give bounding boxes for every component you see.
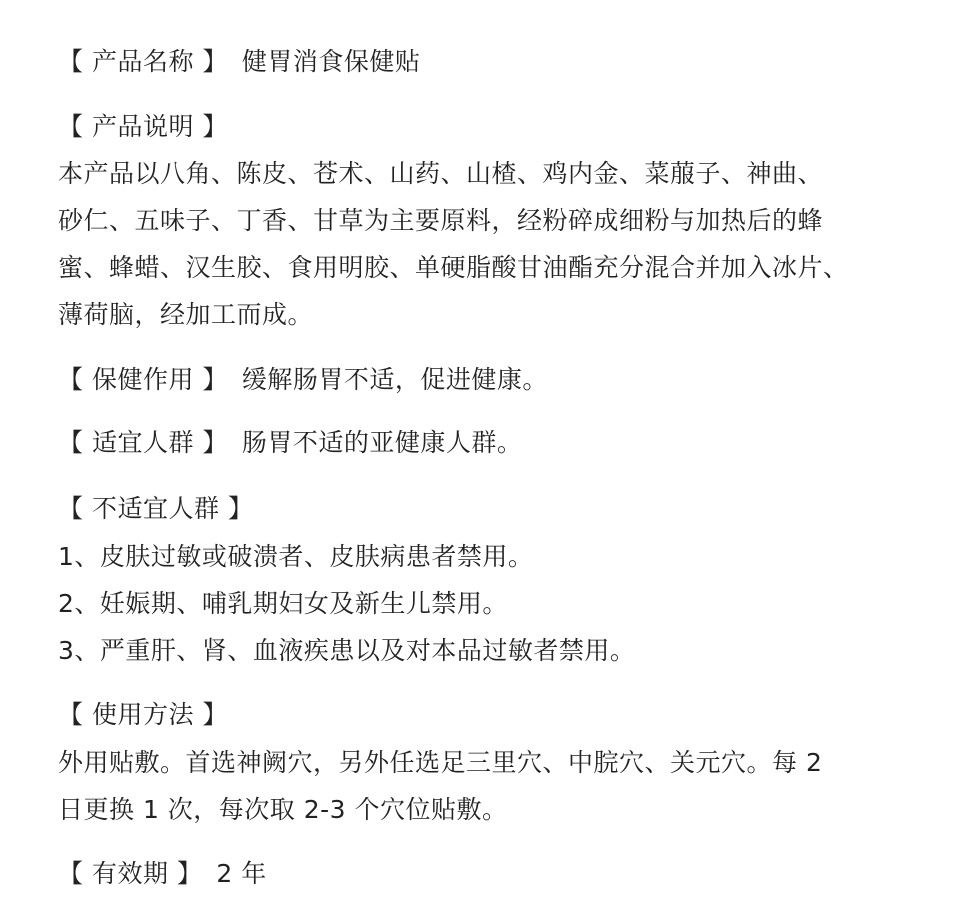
validity-label: 【 有效期 】 <box>58 859 203 888</box>
suitable-row <box>58 427 522 459</box>
description-line-1: 本产品以八角、陈皮、苍术、山药、山楂、鸡内金、菜菔子、神曲、 <box>58 159 824 188</box>
function-value: 缓解肠胃不适，促进健康。 <box>241 365 548 394</box>
product-name-row <box>58 46 420 78</box>
unsuitable-label: 【 不适宜人群 】 <box>58 494 254 523</box>
function-row <box>58 364 548 396</box>
description-line-4: 薄荷脑，经加工而成。 <box>58 300 314 329</box>
function-label: 【 保健作用 】 <box>58 365 228 394</box>
suitable-label: 【 适宜人群 】 <box>58 428 228 457</box>
product-name-label: 【 产品名称 】 <box>58 47 228 76</box>
unsuitable-item-1: 1、皮肤过敏或破溃者、皮肤病患者禁用。 <box>58 542 534 571</box>
description-line-3: 蜜、蜂蜡、汉生胶、食用明胶、单硬脂酸甘油酯充分混合并加入冰片、 <box>58 253 849 282</box>
suitable-value: 肠胃不适的亚健康人群。 <box>241 428 523 457</box>
validity-value: 2 年 <box>216 859 267 888</box>
unsuitable-item-2: 2、妊娠期、哺乳期妇女及新生儿禁用。 <box>58 589 508 618</box>
usage-line-1: 外用贴敷。首选神阙穴，另外任选足三里穴、中脘穴、关元穴。每 2 <box>58 748 823 777</box>
usage-line-2: 日更换 1 次，每次取 2-3 个穴位贴敷。 <box>58 795 508 824</box>
description-line-2: 砂仁、五味子、丁香、甘草为主要原料，经粉碎成细粉与加热后的蜂 <box>58 206 824 235</box>
usage-label: 【 使用方法 】 <box>58 700 228 729</box>
product-name-value: 健胃消食保健贴 <box>241 47 421 76</box>
unsuitable-item-3: 3、严重肝、肾、血液疾患以及对本品过敏者禁用。 <box>58 636 636 665</box>
validity-row <box>58 858 267 890</box>
description-label: 【 产品说明 】 <box>58 112 228 141</box>
